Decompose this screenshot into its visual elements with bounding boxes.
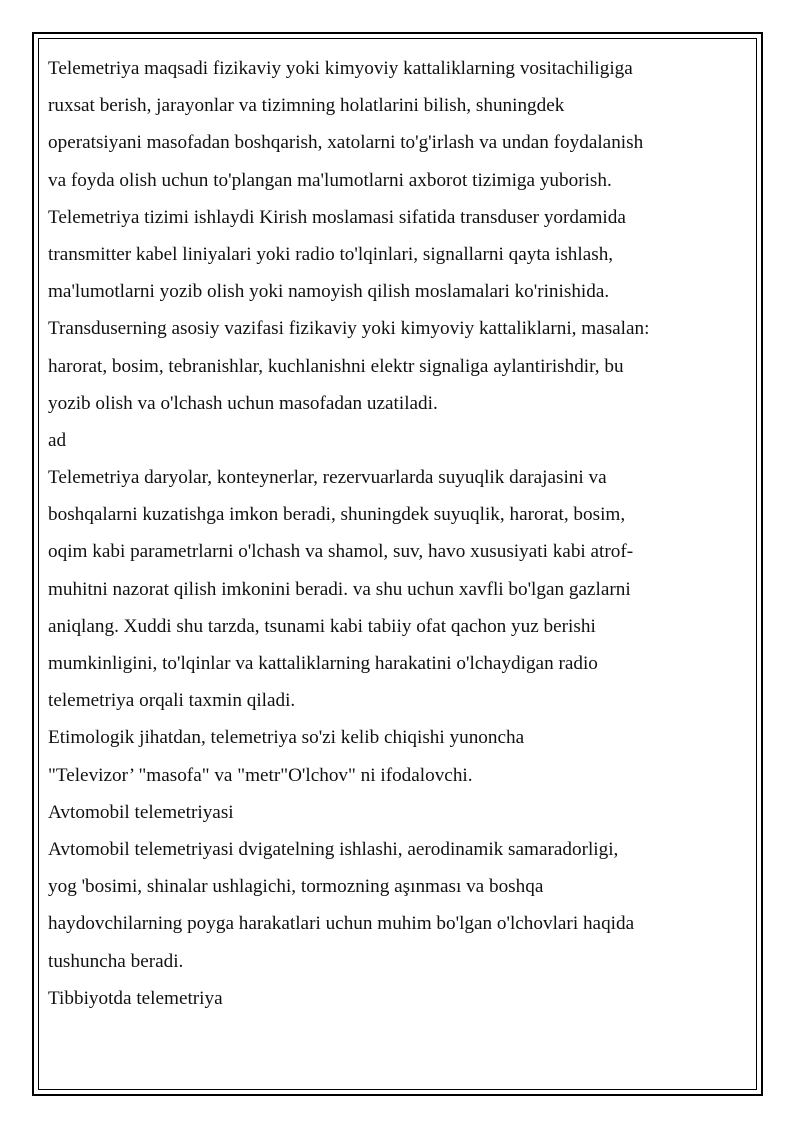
text-line: va foyda olish uchun to'plangan ma'lumotlarni axborot tizimiga yuborish.: [48, 169, 612, 191]
text-line: Avtomobil telemetriyasi dvigatelning ishlashi, aerodinamik samaradorligi,: [48, 838, 619, 860]
section-heading: Avtomobil telemetriyasi: [48, 801, 234, 823]
text-line: Telemetriya tizimi ishlaydi Kirish moslamasi sifatida transduser yordamida: [48, 206, 626, 228]
text-line: haydovchilarning poyga harakatlari uchun muhim bo'lgan o'lchovlari haqida: [48, 913, 635, 935]
text-line: ad: [48, 429, 67, 451]
text-line: aniqlang. Xuddi shu tarzda, tsunami kabi tabiiy ofat qachon yuz berishi: [48, 615, 596, 637]
text-line: muhitni nazorat qilish imkonini beradi. va shu uchun xavfli bo'lgan gazlarni: [48, 578, 631, 600]
text-line: harorat, bosim, tebranishlar, kuchlanishni elektr signaliga aylantirishdir, bu: [48, 355, 624, 377]
text-line: telemetriya orqali taxmin qiladi.: [48, 690, 296, 712]
text-line: yozib olish va o'lchash uchun masofadan uzatiladi.: [48, 392, 438, 414]
text-line: Transduserning asosiy vazifasi fizikaviy yoki kimyoviy kattaliklarni, masalan:: [48, 318, 650, 340]
text-line: boshqalarni kuzatishga imkon beradi, shuningdek suyuqlik, harorat, bosim,: [48, 504, 626, 526]
text-line: Telemetriya maqsadi fizikaviy yoki kimyoviy kattaliklarning vositachiligiga: [48, 58, 633, 79]
text-line: ma'lumotlarni yozib olish yoki namoyish qilish moslamalari ko'rinishida.: [48, 281, 610, 303]
text-line: mumkinligini, to'lqinlar va kattaliklarning harakatini o'lchaydigan radio: [48, 653, 598, 674]
document-body: [48, 50, 748, 1017]
text-line: yog 'bosimi, shinalar ushlagichi, tormozning aşınması va boshqa: [48, 876, 544, 898]
text-line: transmitter kabel liniyalari yoki radio to'lqinlari, signallarni qayta ishlash,: [48, 243, 614, 265]
text-line: Etimologik jihatdan, telemetriya so'zi kelib chiqishi yunoncha: [48, 727, 525, 749]
text-line: Telemetriya daryolar, konteynerlar, rezervuarlarda suyuqlik darajasini va: [48, 467, 607, 489]
text-line: operatsiyani masofadan boshqarish, xatolarni to'g'irlash va undan foydalanish: [48, 132, 644, 154]
text-line: oqim kabi parametrlarni o'lchash va shamol, suv, havo xususiyati kabi atrof-: [48, 541, 634, 563]
text-line: "Televizor’ "masofa" va "metr"O'lchov" ni ifodalovchi.: [48, 764, 473, 786]
text-line: tushuncha beradi.: [48, 950, 184, 972]
section-heading: Tibbiyotda telemetriya: [48, 987, 223, 1009]
text-line: ruxsat berish, jarayonlar va tizimning holatlarini bilish, shuningdek: [48, 95, 565, 117]
